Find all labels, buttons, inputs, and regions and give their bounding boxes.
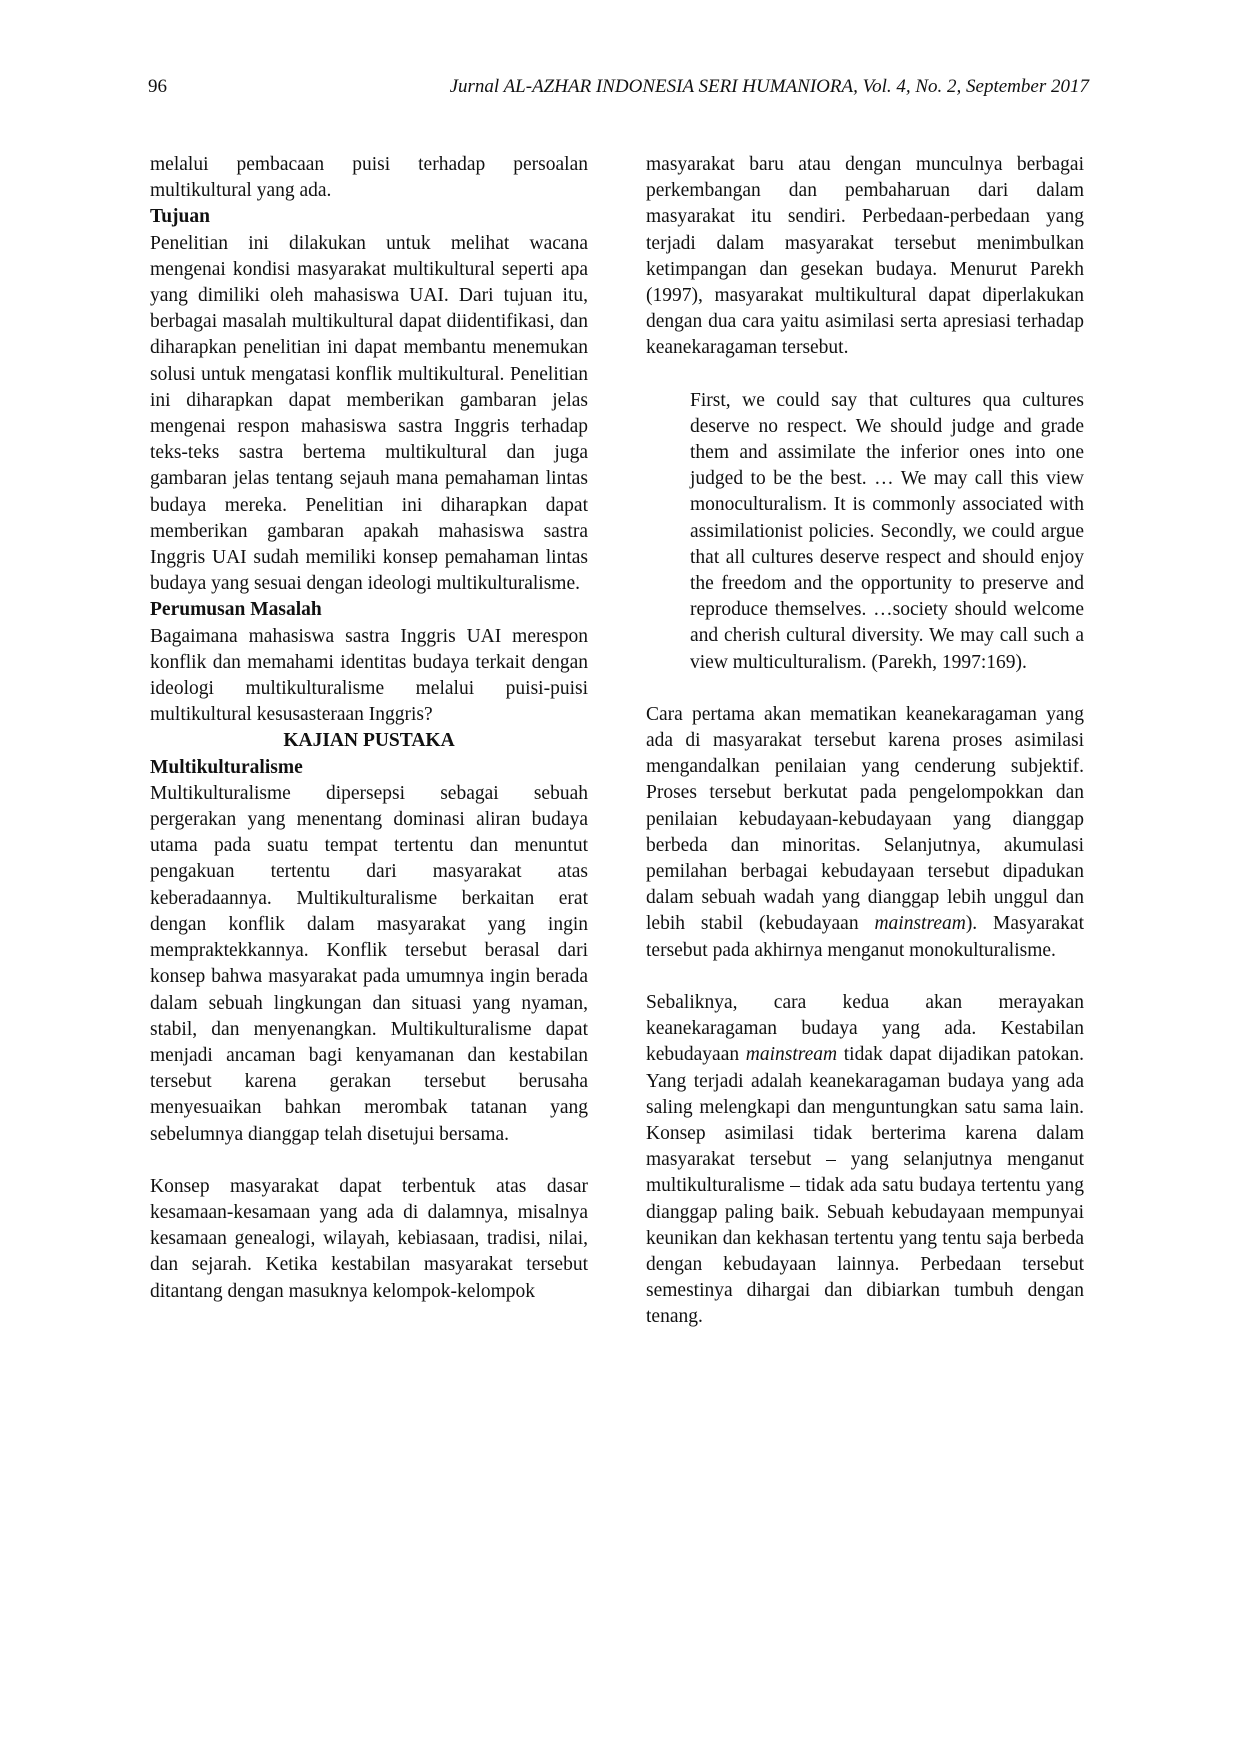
- running-head: Jurnal AL-AZHAR INDONESIA SERI HUMANIORA, Vol. 4, No. 2, September 2017: [449, 76, 1089, 97]
- sebaliknya-text-end: tidak dapat dijadikan patokan. Yang terjadi adalah keanekaragaman budaya yang ada saling melengkapi dan menguntungkan satu sama lain. Konsep asimilasi tidak berterima karena dalam masyarakat tersebut – yang selanjutnya menganut multikulturalisme – tidak ada satu budaya tertentu yang dianggap paling baik. Sebuah kebudayaan mempunyai keunikan dan kekhasan tertentu yang tentu saja berbeda dengan kebudayaan lainnya. Perbedaan tersebut semestinya dihargai dan dibiarkan tumbuh dengan tenang.: [646, 1044, 1084, 1328]
- sebaliknya-text: Sebaliknya, cara kedua akan merayakan keanekaragaman budaya yang ada. Kestabilan kebudayaan: [646, 991, 1084, 1066]
- cara-pertama-text: Cara pertama akan mematikan keanekaragaman yang ada di masyarakat tersebut karena proses asimilasi mengandalkan penilaian yang cenderung subjektif. Proses tersebut berkutat pada pengelompokkan dan penilaian kebudayaan-kebudayaan yang dianggap berbeda dan minoritas. Selanjutnya, akumulasi pemilahan berbagai kebudayaan tersebut dipadukan dalam sebuah wadah yang dianggap lebih unggul dan lebih stabil (kebudayaan: [646, 703, 1084, 935]
- perumusan-paragraph: Bagaimana mahasiswa sastra Inggris UAI merespon konflik dan memahami identitas budaya terkait dengan ideologi multikulturalisme melalui puisi-puisi multikultural kesusasteraan Inggris?: [150, 625, 588, 726]
- sebaliknya-paragraph: [646, 990, 1084, 1331]
- page-number: 96: [148, 76, 167, 97]
- mainstream-term: mainstream: [745, 1044, 838, 1066]
- intro-paragraph: melalui pembacaan puisi terhadap persoalan multikultural yang ada.: [150, 154, 588, 202]
- konsep-paragraph: Konsep masyarakat dapat terbentuk atas dasar kesamaan-kesamaan yang ada di dalamnya, misalnya kesamaan genealogi, wilayah, kebiasaan, tradisi, nilai, dan sejarah. Ketika kestabilan masyarakat tersebut ditantang dengan masuknya kelompok-kelompok: [150, 1175, 588, 1302]
- tujuan-heading: Tujuan: [150, 206, 210, 228]
- cara-pertama-paragraph: [646, 702, 1084, 964]
- section-title: KAJIAN PUSTAKA: [283, 730, 455, 752]
- left-column: [150, 152, 588, 1305]
- multikulturalisme-heading: Multikulturalisme: [150, 756, 303, 778]
- cara-pertama-text-end: ). Masyarakat tersebut pada akhirnya menganut monokulturalisme.: [646, 913, 1085, 961]
- tujuan-paragraph: Penelitian ini dilakukan untuk melihat wacana mengenai kondisi masyarakat multikultural seperti apa yang dimiliki oleh mahasiswa UAI. Dari tujuan itu, berbagai masalah multikultural dapat diidentifikasi, dan diharapkan penelitian ini dapat membantu menemukan solusi untuk mengatasi konflik multikultural. Penelitian ini diharapkan dapat memberikan gambaran jelas mengenai respon mahasiswa sastra Inggris terhadap teks-teks sastra bertema multikultural dan juga gambaran jelas tentang sejauh mana pemahaman lintas budaya mereka. Penelitian ini diharapkan dapat memberikan gambaran apakah mahasiswa sastra Inggris UAI sudah memiliki konsep pemahaman lintas budaya yang sesuai dengan ideologi multikulturalisme.: [150, 232, 588, 595]
- continuation-paragraph: masyarakat baru atau dengan munculnya berbagai perkembangan dan pembaharuan dari dalam masyarakat itu sendiri. Perbedaan-perbedaan yang terjadi dalam masyarakat tersebut menimbulkan ketimpangan dan gesekan budaya. Menurut Parekh (1997), masyarakat multikultural dapat diperlakukan dengan dua cara yaitu asimilasi serta apresiasi terhadap keanekaragaman tersebut.: [646, 154, 1084, 359]
- multikulturalisme-paragraph: Multikulturalisme dipersepsi sebagai sebuah pergerakan yang menentang dominasi aliran budaya utama pada suatu tempat tertentu dan menuntut pengakuan tertentu dari masyarakat atas keberadaannya. Multikulturalisme berkaitan erat dengan konflik dalam masyarakat yang ingin mempraktekkannya. Konflik tersebut berasal dari konsep bahwa masyarakat pada umumnya ingin berada dalam sebuah lingkungan dan situasi yang nyaman, stabil, dan menyenangkan. Multikulturalisme dapat menjadi ancaman bagi kenyamanan dan kestabilan tersebut karena gerakan tersebut berusaha menyesuaikan bahkan merombak tatanan yang sebelumnya dianggap telah disetujui bersama.: [150, 782, 588, 1145]
- mainstream-term: mainstream: [874, 913, 966, 935]
- perumusan-heading: Perumusan Masalah: [150, 599, 322, 621]
- right-column: [646, 152, 1084, 1331]
- parekh-quote: First, we could say that cultures qua cultures deserve no respect. We should judge and grade them and assimilate the inferior ones into one judged to be the best. … We may call this view monoculturalism. It is commonly associated with assimilationist policies. Secondly, we could argue that all cultures deserve respect and should enjoy the freedom and the opportunity to preserve and reproduce themselves. …society should welcome and cherish cultural diversity. We may call such a view multiculturalism. (Parekh, 1997:169).: [690, 389, 1084, 673]
